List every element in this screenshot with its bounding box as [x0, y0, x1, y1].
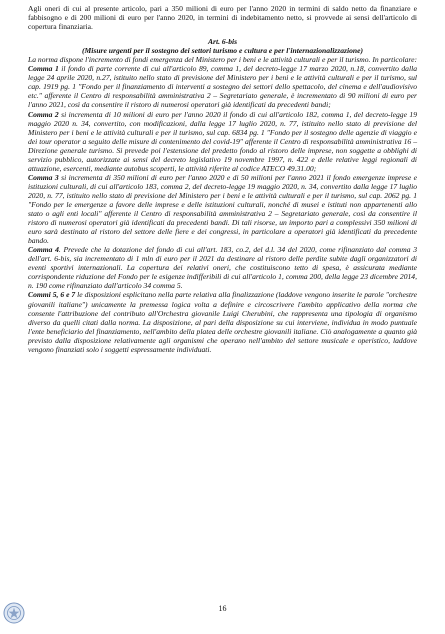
paragraph-text: si incrementa di 350 milioni di euro per l'anno 2020 e di 50 milioni per l'anno 2021 il fondo emergenze imprese e istituzioni culturali, di cui all'articolo 183, comma 2, del decreto-legge 19 maggio 2020, n. 34, convertito dalla legge 17 luglio 2020, n. 77, istituito nello stato di previsione del Ministero per i beni e le attività culturali e per il turismo, sul cap. 2062 pg. 1 "Fondo per le emergenze a favore delle imprese e delle istituzioni culturali, nonché di musei e istituti non appartenenti allo stato o agli enti locali" afferente il Centro di responsabilità amministrativa 2 – Segretariato generale, così da consentire il ristoro di numerosi operatori già identificati da precedenti bandi. Di tali risorse, un importo pari a complessivi 350 milioni di euro sarà destinato al ristoro del settore delle fiere e dei congressi, in particolare a operatori già identificati da precedente bando. — [28, 172, 417, 246]
article-paragraph — [28, 110, 417, 173]
paragraph-text: il fondo di parte corrente di cui all'articolo 89, comma 1, del decreto-legge 17 marzo 2020, n.18, convertito dalla legge 24 aprile 2020, n.27, istituito nello stato di previsione del Ministero per i beni e le attività culturali e per il turismo, sul cap. 1919 pg. 1 "Fondo per il finanziamento di interventi a sostegno dei settori dello spettacolo, del cinema e dell'audiovisivo etc." afferente il Centro di responsabilità amministrativa 2 – Segretariato generale, è incrementato di 90 milioni di euro per l'anno 2021, così da consentire il ristoro di numerosi operatori già identificati da precedenti bandi; — [28, 64, 417, 110]
paragraph-text: si incrementa di 10 milioni di euro per l'anno 2020 il fondo di cui all'articolo 182, comma 1, del decreto-legge 19 maggio 2020 n. 34, convertito, con modificazioni, dalla legge 17 luglio 2020, n. 77, istituito nello stato di previsione del Ministero per i beni e le attività culturali e per il turismo, sul cap. 6834 pg. 1 "Fondo per il sostegno delle agenzie di viaggio e dei tour operator a seguito delle misure di contenimento del covid-19" afferente il Centro di responsabilità amministrativa 16 – Direzione generale turismo. Si prevede poi l'estensione del predetto fondo al ristoro delle imprese, non soggette a obblighi di servizio pubblico, autorizzate ai sensi del decreto legislativo 19 novembre 1997, n. 422 e delle relative leggi regionali di attuazione, esercenti, mediante autobus scoperti, le attività riferite al codice ATECO 49.31.00; — [28, 109, 417, 173]
page-number: 16 — [218, 604, 227, 613]
article-paragraph — [28, 290, 417, 353]
paragraph-label: Comma 1 — [28, 64, 59, 74]
article-paragraph — [28, 245, 417, 290]
paragraph-text: le disposizioni esplicitano nella parte relativa alla finalizzazione (laddove vengono inserite le parole "orchestre giovanili italiane") unicamente la premessa logica volta a definire e circoscrivere l'ambito applicativo della norma che consente l'attribuzione del contributo all'Orchestra giovanile Luigi Cherubini, che rappresenta una tipologia di organismo diverso da quelli citati dalla norma. La disposizione, al pari della disposizione su cui interviene, individua in modo puntuale l'ente beneficiario del finanziamento, nell'ambito della platea delle orchestre giovanili italiane. Ciò analogamente a quanto già previsto dalla disposizione relativamente agli organismi che operano nell'ambito del settore musicale e operistico, laddove vengono finanziati solo i soggetti espressamente individuati. — [28, 290, 418, 354]
intro-paragraph: Agli oneri di cui al presente articolo, pari a 350 milioni di euro per l'anno 2020 in termini di saldo netto da finanziare e fabbisogno e di 200 milioni di euro per l'anno 2020, in termini di indebitamento netto, si provvede ai sensi dell'articolo di copertura finanziaria. — [28, 4, 417, 32]
article-paragraph — [28, 64, 417, 109]
paragraph-text: La norma dispone l'incremento di fondi emergenza del Ministero per i beni e le attività culturali e per il turismo. In particolare: — [28, 55, 417, 65]
paragraph-text: . Prevede che la dotazione del fondo di cui all'art. 183, co.2, del d.l. 34 del 2020, come rifinanziato dal comma 3 dell'art. 6-bis, sia incrementato di 1 mln di euro per il 2021 da destinare al ristoro delle perdite subite dagli organizzatori di eventi sportivi internazionali. La copertura dei relativi oneri, che costituiscono tetto di spesa, è assicurata mediante corrispondente riduzione del Fondo per le esigenze indifferibili di cui all'articolo 1, comma 200, della legge 23 dicembre 2014, n. 190 come rifinanziato dall'articolo 34 comma 5. — [28, 245, 418, 291]
paragraph-label: Commi 5, 6 e 7 — [28, 290, 76, 300]
paragraph-label: Comma 2 — [28, 109, 59, 119]
article-body — [28, 55, 417, 354]
article-subtitle: (Misure urgenti per il sostegno dei settori turismo e cultura e per l'internazionalizzazione) — [81, 46, 363, 56]
paragraph-label: Comma 3 — [28, 172, 59, 182]
paragraph-label: Comma 4 — [28, 245, 59, 255]
article-paragraph — [28, 173, 417, 245]
article-title: Art. 6-bis — [207, 37, 238, 47]
article-paragraph — [28, 55, 417, 64]
